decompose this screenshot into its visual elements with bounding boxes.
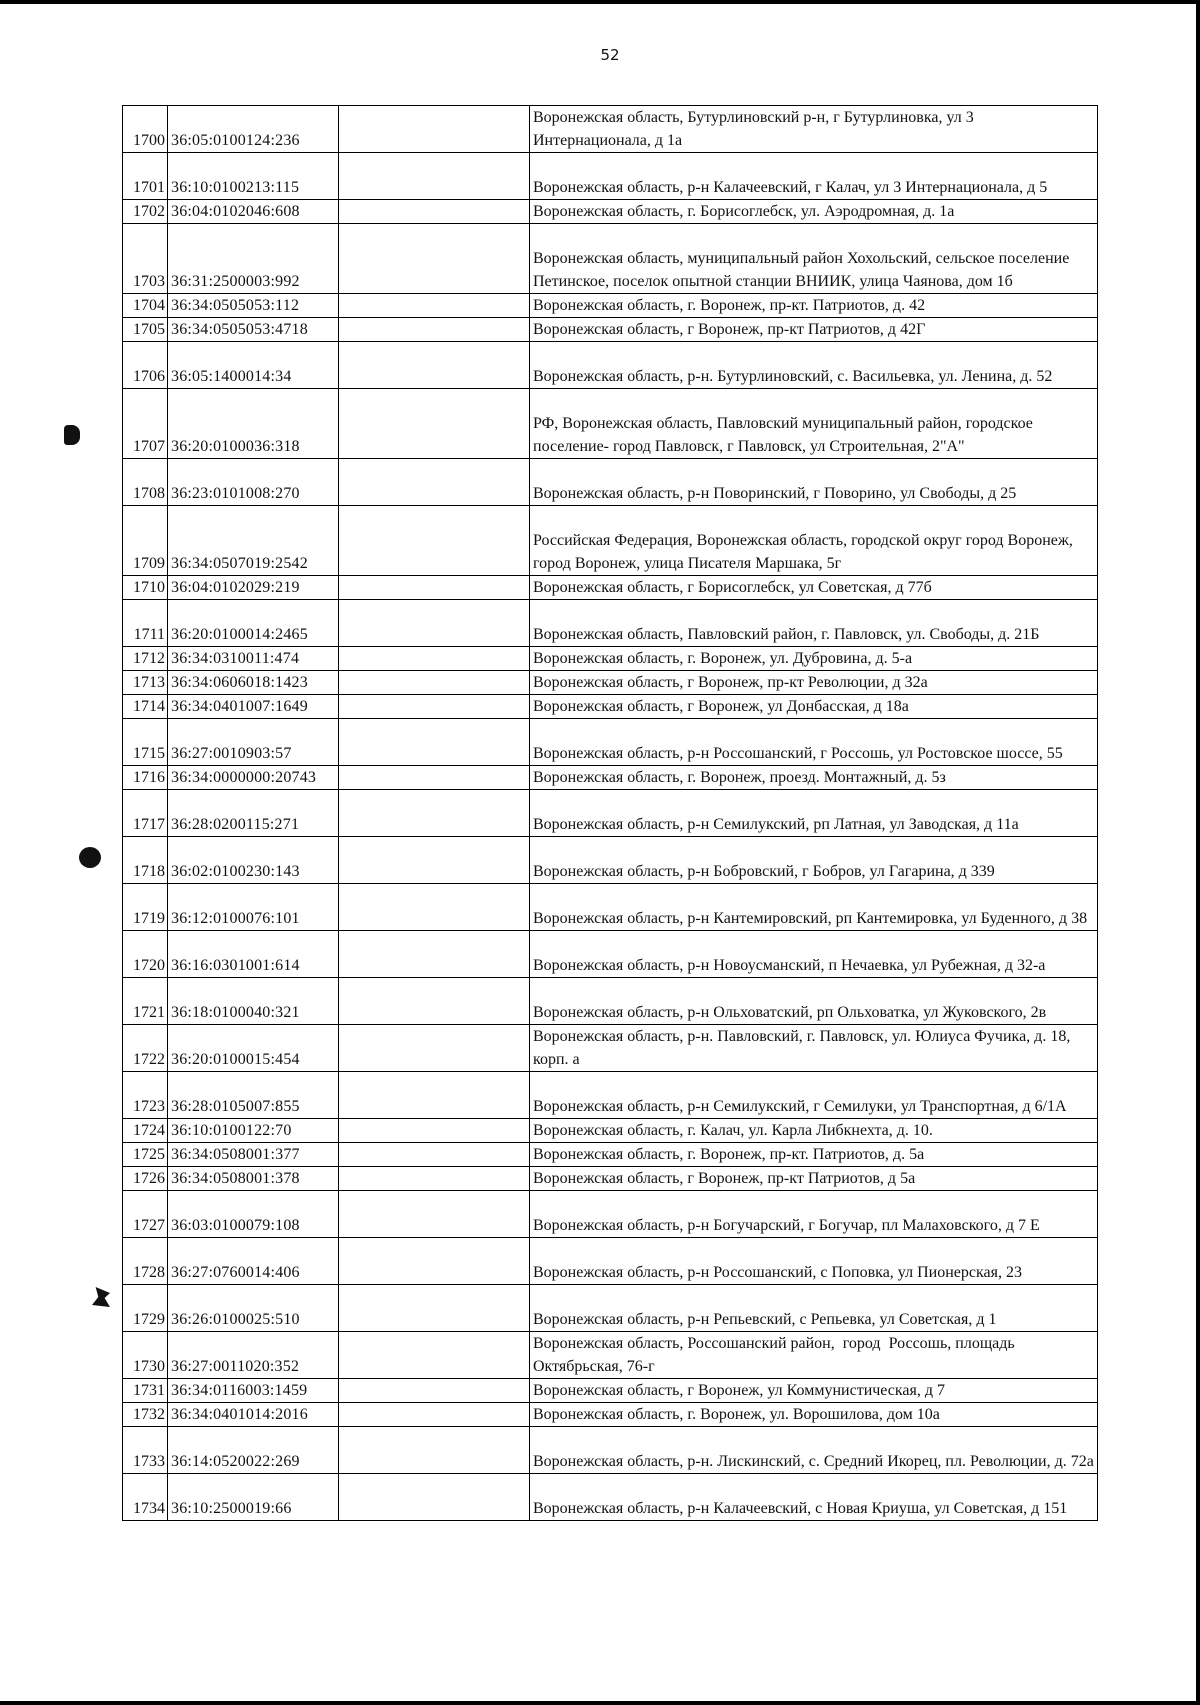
address-cell: Воронежская область, г. Воронеж, пр-кт. Патриотов, д. 5а (530, 1143, 1098, 1167)
cadastral-number-cell: 36:34:0508001:378 (168, 1167, 339, 1191)
empty-cell (339, 506, 530, 576)
address-cell: Воронежская область, р-н. Павловский, г. Павловск, ул. Юлиуса Фучика, д. 18, корп. а (530, 1025, 1098, 1072)
table-row (123, 600, 1098, 647)
table-row (123, 766, 1098, 790)
row-number-cell: 1715 (123, 719, 168, 766)
table-row (123, 153, 1098, 200)
address-cell: Воронежская область, г Воронеж, пр-кт Патриотов, д 42Г (530, 318, 1098, 342)
empty-cell (339, 294, 530, 318)
table-row (123, 294, 1098, 318)
row-number-cell: 1708 (123, 459, 168, 506)
empty-cell (339, 106, 530, 153)
row-number-cell: 1711 (123, 600, 168, 647)
cadastral-number-cell: 36:10:0100213:115 (168, 153, 339, 200)
table-row (123, 671, 1098, 695)
scan-blot-mark (64, 425, 80, 445)
empty-cell (339, 978, 530, 1025)
row-number-cell: 1729 (123, 1285, 168, 1332)
address-cell: Воронежская область, Павловский район, г. Павловск, ул. Свободы, д. 21Б (530, 600, 1098, 647)
address-cell: Воронежская область, р-н. Бутурлиновский, с. Васильевка, ул. Ленина, д. 52 (530, 342, 1098, 389)
table-row (123, 106, 1098, 153)
cadastral-number-cell: 36:34:0508001:377 (168, 1143, 339, 1167)
table-row (123, 506, 1098, 576)
row-number-cell: 1721 (123, 978, 168, 1025)
row-number-cell: 1714 (123, 695, 168, 719)
row-number-cell: 1724 (123, 1119, 168, 1143)
row-number-cell: 1705 (123, 318, 168, 342)
cadastral-number-cell: 36:04:0102046:608 (168, 200, 339, 224)
cadastral-number-cell: 36:34:0401007:1649 (168, 695, 339, 719)
address-cell: Воронежская область, р-н Россошанский, с Поповка, ул Пионерская, 23 (530, 1238, 1098, 1285)
empty-cell (339, 1167, 530, 1191)
empty-cell (339, 884, 530, 931)
address-cell: Воронежская область, муниципальный район Хохольский, сельское поселение Петинское, поселок опытной станции ВНИИК, улица Чаянова, дом 1б (530, 224, 1098, 294)
cadastral-number-cell: 36:34:0000000:20743 (168, 766, 339, 790)
table-row (123, 978, 1098, 1025)
empty-cell (339, 153, 530, 200)
row-number-cell: 1733 (123, 1427, 168, 1474)
table-row (123, 1427, 1098, 1474)
row-number-cell: 1731 (123, 1379, 168, 1403)
row-number-cell: 1704 (123, 294, 168, 318)
table-row (123, 459, 1098, 506)
row-number-cell: 1718 (123, 837, 168, 884)
cadastral-number-cell: 36:16:0301001:614 (168, 931, 339, 978)
table-row (123, 576, 1098, 600)
row-number-cell: 1730 (123, 1332, 168, 1379)
table-row (123, 1238, 1098, 1285)
table-row (123, 1167, 1098, 1191)
cadastral-number-cell: 36:20:0100014:2465 (168, 600, 339, 647)
cadastral-number-cell: 36:34:0116003:1459 (168, 1379, 339, 1403)
row-number-cell: 1732 (123, 1403, 168, 1427)
address-cell: Воронежская область, г Воронеж, пр-кт Революции, д 32а (530, 671, 1098, 695)
table-row (123, 1143, 1098, 1167)
cadastral-number-cell: 36:34:0606018:1423 (168, 671, 339, 695)
table-row (123, 647, 1098, 671)
empty-cell (339, 1403, 530, 1427)
empty-cell (339, 931, 530, 978)
address-cell: Воронежская область, р-н Репьевский, с Репьевка, ул Советская, д 1 (530, 1285, 1098, 1332)
table-row (123, 1403, 1098, 1427)
address-cell: Воронежская область, г Воронеж, пр-кт Патриотов, д 5а (530, 1167, 1098, 1191)
empty-cell (339, 1143, 530, 1167)
address-cell: Воронежская область, р-н Богучарский, г Богучар, пл Малаховского, д 7 Е (530, 1191, 1098, 1238)
row-number-cell: 1701 (123, 153, 168, 200)
row-number-cell: 1710 (123, 576, 168, 600)
empty-cell (339, 695, 530, 719)
empty-cell (339, 1072, 530, 1119)
cadastral-number-cell: 36:34:0505053:112 (168, 294, 339, 318)
cadastral-number-cell: 36:34:0505053:4718 (168, 318, 339, 342)
address-cell: Воронежская область, р-н Новоусманский, п Нечаевка, ул Рубежная, д 32-а (530, 931, 1098, 978)
cadastral-number-cell: 36:23:0101008:270 (168, 459, 339, 506)
row-number-cell: 1709 (123, 506, 168, 576)
address-cell: Воронежская область, р-н. Лискинский, с. Средний Икорец, пл. Революции, д. 72а (530, 1427, 1098, 1474)
cadastral-number-cell: 36:20:0100015:454 (168, 1025, 339, 1072)
empty-cell (339, 671, 530, 695)
registry-table-body (123, 106, 1098, 1521)
row-number-cell: 1734 (123, 1474, 168, 1521)
empty-cell (339, 1474, 530, 1521)
address-cell: Воронежская область, р-н Семилукский, рп Латная, ул Заводская, д 11а (530, 790, 1098, 837)
cadastral-number-cell: 36:34:0401014:2016 (168, 1403, 339, 1427)
address-cell: Воронежская область, г. Воронеж, пр-кт. Патриотов, д. 42 (530, 294, 1098, 318)
cadastral-number-cell: 36:10:2500019:66 (168, 1474, 339, 1521)
row-number-cell: 1725 (123, 1143, 168, 1167)
address-cell: Воронежская область, г. Воронеж, ул. Ворошилова, дом 10а (530, 1403, 1098, 1427)
address-cell: Воронежская область, г Борисоглебск, ул Советская, д 77б (530, 576, 1098, 600)
table-row (123, 790, 1098, 837)
empty-cell (339, 719, 530, 766)
empty-cell (339, 1119, 530, 1143)
cadastral-number-cell: 36:27:0011020:352 (168, 1332, 339, 1379)
cadastral-number-cell: 36:27:0010903:57 (168, 719, 339, 766)
cadastral-number-cell: 36:02:0100230:143 (168, 837, 339, 884)
row-number-cell: 1706 (123, 342, 168, 389)
row-number-cell: 1703 (123, 224, 168, 294)
row-number-cell: 1716 (123, 766, 168, 790)
empty-cell (339, 224, 530, 294)
table-row (123, 1072, 1098, 1119)
address-cell: Воронежская область, г. Борисоглебск, ул. Аэродромная, д. 1а (530, 200, 1098, 224)
row-number-cell: 1700 (123, 106, 168, 153)
address-cell: Воронежская область, р-н Бобровский, г Бобров, ул Гагарина, д 339 (530, 837, 1098, 884)
cadastral-number-cell: 36:05:0100124:236 (168, 106, 339, 153)
table-row (123, 1285, 1098, 1332)
cadastral-number-cell: 36:28:0200115:271 (168, 790, 339, 837)
cadastral-number-cell: 36:28:0105007:855 (168, 1072, 339, 1119)
row-number-cell: 1707 (123, 389, 168, 459)
address-cell: Воронежская область, Россошанский район, город Россошь, площадь Октябрьская, 76-г (530, 1332, 1098, 1379)
empty-cell (339, 1285, 530, 1332)
cadastral-number-cell: 36:34:0507019:2542 (168, 506, 339, 576)
empty-cell (339, 389, 530, 459)
empty-cell (339, 1191, 530, 1238)
empty-cell (339, 1025, 530, 1072)
table-row (123, 719, 1098, 766)
table-row (123, 342, 1098, 389)
empty-cell (339, 647, 530, 671)
empty-cell (339, 1379, 530, 1403)
empty-cell (339, 342, 530, 389)
row-number-cell: 1722 (123, 1025, 168, 1072)
empty-cell (339, 1332, 530, 1379)
empty-cell (339, 318, 530, 342)
row-number-cell: 1726 (123, 1167, 168, 1191)
address-cell: Воронежская область, г. Воронеж, ул. Дубровина, д. 5-а (530, 647, 1098, 671)
table-row (123, 389, 1098, 459)
row-number-cell: 1723 (123, 1072, 168, 1119)
address-cell: РФ, Воронежская область, Павловский муниципальный район, городское поселение- город Павловск, г Павловск, ул Строительная, 2"А" (530, 389, 1098, 459)
table-row (123, 884, 1098, 931)
address-cell: Воронежская область, г Воронеж, ул Коммунистическая, д 7 (530, 1379, 1098, 1403)
page-number: 52 (600, 46, 620, 64)
address-cell: Воронежская область, Бутурлиновский р-н, г Бутурлиновка, ул 3 Интернационала, д 1а (530, 106, 1098, 153)
table-row (123, 1379, 1098, 1403)
row-number-cell: 1720 (123, 931, 168, 978)
row-number-cell: 1702 (123, 200, 168, 224)
empty-cell (339, 790, 530, 837)
empty-cell (339, 1427, 530, 1474)
row-number-cell: 1719 (123, 884, 168, 931)
cadastral-number-cell: 36:10:0100122:70 (168, 1119, 339, 1143)
table-row (123, 837, 1098, 884)
empty-cell (339, 576, 530, 600)
table-row (123, 1332, 1098, 1379)
cadastral-number-cell: 36:12:0100076:101 (168, 884, 339, 931)
cadastral-number-cell: 36:27:0760014:406 (168, 1238, 339, 1285)
address-cell: Российская Федерация, Воронежская область, городской округ город Воронеж, город Воронеж, улица Писателя Маршака, 5г (530, 506, 1098, 576)
scan-blot-mark (79, 847, 101, 868)
cadastral-number-cell: 36:14:0520022:269 (168, 1427, 339, 1474)
empty-cell (339, 459, 530, 506)
row-number-cell: 1712 (123, 647, 168, 671)
empty-cell (339, 766, 530, 790)
cadastral-number-cell: 36:31:2500003:992 (168, 224, 339, 294)
empty-cell (339, 837, 530, 884)
table-row (123, 1191, 1098, 1238)
address-cell: Воронежская область, р-н Семилукский, г Семилуки, ул Транспортная, д 6/1А (530, 1072, 1098, 1119)
address-cell: Воронежская область, г. Калач, ул. Карла Либкнехта, д. 10. (530, 1119, 1098, 1143)
cadastral-number-cell: 36:04:0102029:219 (168, 576, 339, 600)
address-cell: Воронежская область, р-н Поворинский, г Поворино, ул Свободы, д 25 (530, 459, 1098, 506)
cadastral-number-cell: 36:20:0100036:318 (168, 389, 339, 459)
table-row (123, 318, 1098, 342)
empty-cell (339, 200, 530, 224)
table-row (123, 931, 1098, 978)
address-cell: Воронежская область, р-н Кантемировский, рп Кантемировка, ул Буденного, д 38 (530, 884, 1098, 931)
table-row (123, 224, 1098, 294)
registry-table (122, 105, 1098, 1521)
row-number-cell: 1713 (123, 671, 168, 695)
address-cell: Воронежская область, р-н Калачеевский, г Калач, ул 3 Интернационала, д 5 (530, 153, 1098, 200)
cadastral-number-cell: 36:26:0100025:510 (168, 1285, 339, 1332)
table-row (123, 695, 1098, 719)
address-cell: Воронежская область, г Воронеж, ул Донбасская, д 18а (530, 695, 1098, 719)
row-number-cell: 1727 (123, 1191, 168, 1238)
cadastral-number-cell: 36:34:0310011:474 (168, 647, 339, 671)
address-cell: Воронежская область, р-н Россошанский, г Россошь, ул Ростовское шоссе, 55 (530, 719, 1098, 766)
address-cell: Воронежская область, г. Воронеж, проезд. Монтажный, д. 5з (530, 766, 1098, 790)
row-number-cell: 1728 (123, 1238, 168, 1285)
address-cell: Воронежская область, р-н Калачеевский, с Новая Криуша, ул Советская, д 151 (530, 1474, 1098, 1521)
cadastral-number-cell: 36:03:0100079:108 (168, 1191, 339, 1238)
cadastral-number-cell: 36:05:1400014:34 (168, 342, 339, 389)
empty-cell (339, 600, 530, 647)
row-number-cell: 1717 (123, 790, 168, 837)
table-row (123, 1119, 1098, 1143)
table-row (123, 1474, 1098, 1521)
table-row (123, 1025, 1098, 1072)
cadastral-number-cell: 36:18:0100040:321 (168, 978, 339, 1025)
address-cell: Воронежская область, р-н Ольховатский, рп Ольховатка, ул Жуковского, 2в (530, 978, 1098, 1025)
table-row (123, 200, 1098, 224)
empty-cell (339, 1238, 530, 1285)
